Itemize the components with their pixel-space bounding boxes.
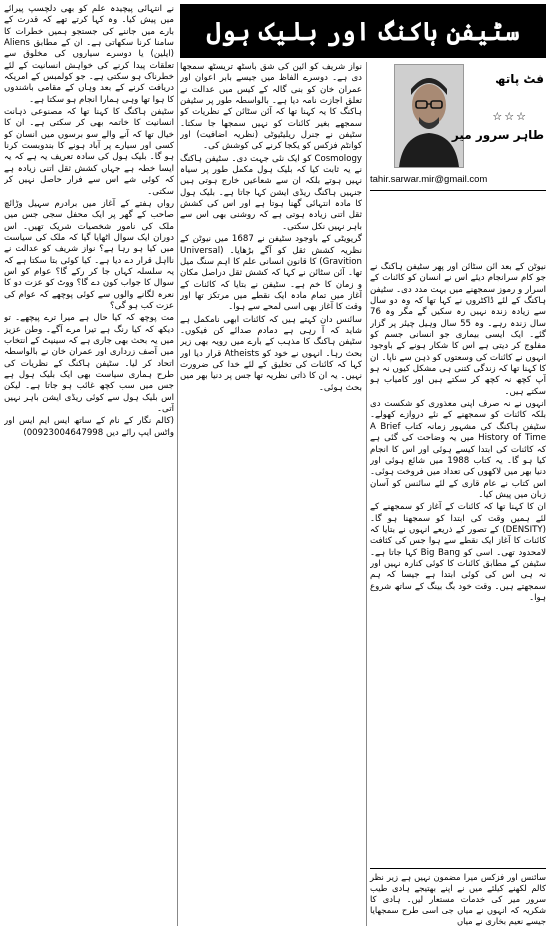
column-name: فٹ پاتھ xyxy=(495,72,544,86)
stars-icon: ☆☆☆ xyxy=(492,110,528,123)
author-portrait-icon xyxy=(395,65,463,167)
headline-bar xyxy=(180,4,546,58)
column-right xyxy=(370,262,546,866)
paragraph: سٹیفن ہاکنگ کا کہنا تھا کہ مصنوعی ذہانت انسانیت کا خاتمہ بھی کر سکتی ہے۔ ان کا خیال تھا کہ آنے والے سو برسوں میں انسان کو کسی اور سیارے پر آباد ہونے کا بندوبست کرنا ہو گا۔ بلیک ہول کی سادہ تعریف یہ ہے کہ یہ ایسا خطہ ہے جہاں کشش ثقل اتنی زیادہ ہے کہ کوئی شے اس سے فرار حاصل نہیں کر سکتی۔ xyxy=(4,107,174,197)
contact-note: (کالم نگار کے نام کے ساتھ ایس ایم ایس اور واٹس ایپ رائے دیں 00923004647998) xyxy=(4,416,174,438)
author-email[interactable]: tahir.sarwar.mir@gmail.com xyxy=(370,174,488,185)
paragraph: نے انتہائی پیچیدہ علم کو بھی دلچسپ پیرائے میں پیش کیا۔ وہ کہا کرتے تھے کہ قدرت کے بارے میں جاننے کی جستجو ہمیں خطرات کا سامنا کرنا سکھاتی ہے۔ ان کے مطابق Aliens (ایلین) یا دوسرے سیاروں کی مخلوق سے تعلقات پیدا کرنے کی خواہش انسانیت کے لئے خطرناک ہو سکتی ہے۔ جو کولمبس کے امریکہ دریافت کرنے کے بعد وہاں کے مقامی باشندوں کا ہوا تھا وہی ہمارا انجام ہو سکتا ہے۔ xyxy=(4,4,174,105)
paragraph: انہوں نے نہ صرف اپنی معذوری کو شکست دی بلکہ کائنات کو سمجھنے کے نئے دروازے کھولے۔ سٹیفن ہاکنگ کی مشہور زمانہ کتاب A Brief History of Time میں یہ وضاحت کی گئی ہے کہ کائنات کی ابتدا کیسے ہوئی اور اس کا انجام کیا ہو گا۔ یہ کتاب 1988 میں شائع ہوئی اور دنیا بھر میں لاکھوں کی تعداد میں فروخت ہوئی۔ اس کتاب نے عام قاری کے لئے سائنس کو آسان زبان میں پیش کیا۔ xyxy=(370,399,546,500)
paragraph: مت پوچھ کہ کیا حال ہے میرا ترے پیچھے۔ تو دیکھ کہ کیا رنگ ہے تیرا مرے آگے۔ وطن عزیز میں یہ بحث بھی جاری ہے کہ سینیٹ کے انتخاب میں آصف زرداری اور عمران خان نے بالواسطہ اتحاد کر لیا۔ سٹیفن ہاکنگ کے نظریات کی طرح ہماری سیاست بھی ایک بلیک ہول ہے جس میں سب کچھ غائب ہو جاتا ہے۔ لیکن اس بلیک ہول سے کوئی ریڈی ایشن باہر نہیں آتی۔ xyxy=(4,313,174,415)
author-photo xyxy=(394,64,464,168)
paragraph: ان کا کہنا تھا کہ کائنات کے آغاز کو سمجھنے کے لئے ہمیں وقت کی ابتدا کو سمجھنا ہو گا۔ (DENSITY) کے تصور کے ذریعے انہوں نے بتایا کہ کائنات کا آغاز ایک نقطے سے ہوا جس کی کثافت لامحدود تھی۔ اسی کو Big Bang کہا جاتا ہے۔ سٹیفن کے مطابق کائنات کا کوئی کنارہ نہیں اور نہ ہی اس کی کوئی ابتدا ہے جیسا کہ ہم سمجھتے ہیں۔ وقت خود بگ بینگ کے ساتھ شروع ہوا۔ xyxy=(370,502,546,603)
footer-note: سائنس اور فزکس میرا مضمون نہیں ہے زیر نظر کالم لکھنے کیلئے میں نے اپنے بھتیجے ہادی طیب سرور میر کی خدمات مستعار لیں۔ ہادی کا شکریہ کہ انہوں نے میاں جی اسی طرح سمجھایا جیسے نعیم بخاری نے میاں xyxy=(370,872,546,926)
column-separator-right xyxy=(366,62,367,926)
column-left xyxy=(4,4,174,926)
paragraph: نیوٹن کے بعد آئن سٹائن اور پھر سٹیفن ہاکنگ نے جو کام سرانجام دیئے اس نے انسان کو کائنات کے اسرار و رموز سمجھنے میں بہت مدد دی۔ سٹیفن ہاکنگ کے لئے ڈاکٹروں نے کہا تھا کہ وہ دو سال سے زیادہ زندہ نہیں رہ سکیں گے مگر وہ 76 سال زندہ رہے۔ وہ 55 سال وہیل چیئر پر گزار گئے۔ ایک ایسی بیماری جو انسانی جسم کو مفلوج کر دیتی ہے اس کا شکار ہونے کے باوجود انہوں نے کائنات کی وسعتوں کو ذہن سے ناپا۔ ان کا کہنا تھا کہ زندگی کتنی ہی مشکل کیوں نہ ہو آپ کچھ نہ کچھ کر سکتے ہیں اور کامیاب ہو سکتے ہیں۔ xyxy=(370,262,546,397)
paragraph: سائنس دان کہتے ہیں کہ کائنات ابھی نامکمل ہے شاید کہ آ رہی ہے دمادم صدائے کن فیکوں۔ سٹیفن ہاکنگ کا مذہب کے بارے میں رویہ بھی زیر بحث رہا۔ انہوں نے خود کو Atheists قرار دیا اور کہا کہ کائنات کی تخلیق کے لئے خدا کی ضرورت نہیں۔ یہ ان کا ذاتی نظریہ تھا جس پر دنیا بھر میں بحث ہوئی۔ xyxy=(180,314,362,393)
column-separator-left xyxy=(177,62,178,926)
headline: سٹیفن ہاکنگ اور بلیک ہول xyxy=(206,16,520,46)
paragraph: Cosmology کو ایک نئی جہت دی۔ سٹیفن ہاکنگ نے یہ ثابت کیا کہ بلیک ہول مکمل طور پر سیاہ نہیں ہوتے بلکہ ان سے شعاعیں خارج ہوتی ہیں جنہیں ہاکنگ ریڈی ایشن کہا جاتا ہے۔ بلیک ہول کا مادہ انتہائی گھنا ہوتا ہے اور اس کی کشش ثقل اتنی زیادہ ہوتی ہے کہ روشنی بھی اس سے باہر نہیں نکل سکتی۔ xyxy=(180,153,362,232)
column-middle xyxy=(180,62,362,922)
paragraph: نواز شریف کو آئین کی شق باسٹھ تریسٹھ سمجھا دی ہے۔ دوسرے الفاظ میں جیسے بابر اعوان اور عمران خان کو بنی گالہ کے کیس میں عدالت نے تعلق اجازت نامہ دیا ہے۔ بالواسطہ طور پر سٹیفن ہاکنگ کا یہ کہنا تھا کہ آئن سٹائن کے نظریات کو سمجھے بغیر کائنات کو نہیں سمجھا جا سکتا۔ سٹیفن نے جنرل ریلیٹیوٹی (نظریہ اضافیت) اور کوانٹم فزکس کو یکجا کرنے کی کوشش کی۔ xyxy=(180,62,362,152)
footer-note-box xyxy=(370,868,546,929)
author-name: طاہر سرور میر xyxy=(451,128,544,142)
paragraph: رواں ہفتے کے آغاز میں برادرم سہیل وڑائچ صاحب کے گھر پر ایک محفل سجی جس میں ملک کی نامور شخصیات شریک تھیں۔ اس دوران ایک سوال اٹھایا گیا کہ ملک کی سیاست میں کیا ہو رہا ہے؟ نواز شریف کو عدالت نے نااہل قرار دے دیا ہے۔ کیا کوئی بتا سکتا ہے کہ یہ سلسلہ کہاں جا کر رکے گا؟ عوام کو اس سوال کا جواب کون دے گا؟ ووٹ کو عزت دو کا نعرہ لگانے والوں سے کوئی پوچھے کہ عوام کی عزت کب ہو گی؟ xyxy=(4,198,174,311)
paragraph: گریویٹی کے باوجود سٹیفن نے 1687 میں نیوٹن کے نظریہ کشش ثقل کو آگے بڑھایا۔ (Universal Gravition) کا قانون انسانی علم کا اہم سنگ میل تھا۔ آئن سٹائن نے کہا کہ کشش ثقل دراصل مکان و زمان کا خم ہے۔ سٹیفن نے بتایا کہ کائنات کے آغاز میں تمام مادہ ایک نقطے میں مرتکز تھا اور وقت کا آغاز بھی اسی لمحے سے ہوا۔ xyxy=(180,234,362,313)
byline-box xyxy=(370,62,546,248)
byline-rule xyxy=(370,190,546,191)
